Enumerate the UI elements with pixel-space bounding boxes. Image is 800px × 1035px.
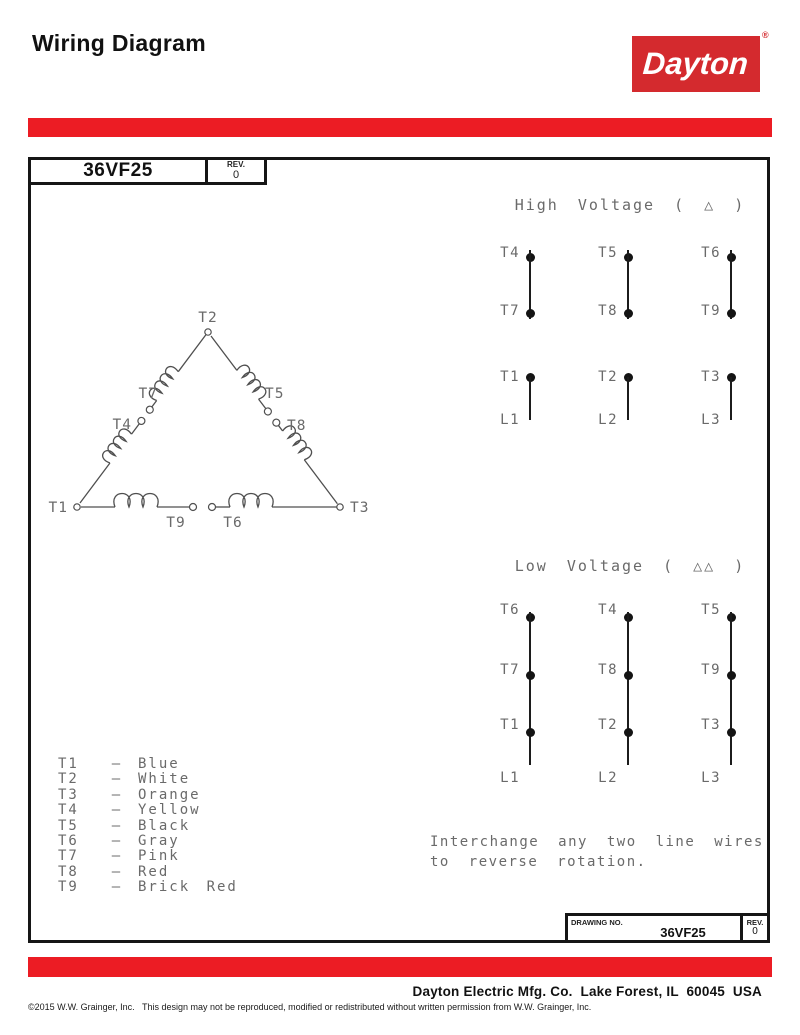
legend-terminal: T6 <box>58 833 79 850</box>
terminal-label: T7 <box>500 303 520 319</box>
terminal-circle-t3 <box>337 504 343 510</box>
winding-coil <box>114 494 158 508</box>
drawing-number: 36VF25 <box>660 925 706 940</box>
legend-terminal: T2 <box>58 771 79 788</box>
terminal-label: T5 <box>598 245 618 261</box>
terminal-label: T2 <box>598 717 618 733</box>
terminal-label: T4 <box>500 245 520 261</box>
line-wire <box>529 612 531 765</box>
dayton-logo-text: Dayton <box>642 46 750 81</box>
winding-left-side <box>71 328 209 505</box>
drawing-no-label: DRAWING NO. <box>571 918 623 927</box>
line-wire <box>529 377 531 420</box>
line-label: L1 <box>500 770 520 786</box>
legend-row <box>58 865 238 880</box>
delta-label-t3: T3 <box>350 500 370 516</box>
line-label: L3 <box>701 412 721 428</box>
rotation-note <box>430 832 764 872</box>
line-wire <box>627 377 629 420</box>
terminal-label: T5 <box>701 602 721 618</box>
legend-color: Yellow <box>138 802 201 819</box>
legend-terminal: T5 <box>58 817 79 834</box>
terminal-label: T7 <box>500 662 520 678</box>
terminal-dot <box>624 309 633 318</box>
legend-dash: — <box>111 863 123 880</box>
delta-label-t7: T7 <box>138 386 158 402</box>
legend-terminal: T3 <box>58 786 79 803</box>
legend-row <box>58 819 238 834</box>
terminal-dot <box>727 671 736 680</box>
legend-dash: — <box>111 786 123 803</box>
footer-company-line: Dayton Electric Mfg. Co. Lake Forest, IL 60045 USA <box>412 984 762 999</box>
legend-color: Orange <box>138 786 201 803</box>
terminal-dot <box>526 728 535 737</box>
terminal-dot <box>526 671 535 680</box>
terminal-circle-t4 <box>136 416 146 426</box>
line-label: L2 <box>598 412 618 428</box>
legend-color: Brick Red <box>138 879 238 896</box>
wire <box>278 425 282 431</box>
legend-dash: — <box>111 802 123 819</box>
low-voltage-heading: Low Voltage ( △△ ) <box>514 557 746 575</box>
wire <box>211 336 237 370</box>
terminal-dot <box>727 728 736 737</box>
delta-label-t4: T4 <box>112 417 132 433</box>
line-wire <box>730 612 732 765</box>
terminal-label: T6 <box>500 602 520 618</box>
legend-dash: — <box>111 756 123 772</box>
legend-dash: — <box>111 817 123 834</box>
line-wire <box>730 377 732 420</box>
lv-column-3 <box>671 602 791 794</box>
drawing-rev-cell <box>740 913 770 943</box>
terminal-dot <box>624 671 633 680</box>
terminal-circle-t9 <box>190 504 197 511</box>
legend-color: White <box>138 771 191 788</box>
footer-copyright-line: ©2015 W.W. Grainger, Inc. This design may not be reproduced, modified or redistributed without written permission from W.W. Grainger, Inc. <box>28 1002 592 1012</box>
legend-row <box>58 757 238 772</box>
terminal-label: T8 <box>598 662 618 678</box>
wire <box>304 460 337 504</box>
winding-coil <box>236 363 268 400</box>
legend-terminal: T8 <box>58 863 79 880</box>
red-divider-top <box>28 118 772 137</box>
hv-column-3 <box>671 242 791 434</box>
legend-row <box>58 803 238 818</box>
legend-dash: — <box>111 833 123 850</box>
red-divider-bottom <box>28 957 772 977</box>
line-label: L3 <box>701 770 721 786</box>
terminal-label: T3 <box>701 369 721 385</box>
terminal-circle-t6 <box>209 504 216 511</box>
wire <box>178 335 206 372</box>
legend-terminal: T7 <box>58 848 79 865</box>
delta-label-t5: T5 <box>265 386 285 402</box>
terminal-label: T1 <box>500 369 520 385</box>
winding-bottom-side <box>81 494 337 511</box>
title-block-rev-cell <box>205 157 267 185</box>
terminal-label: T9 <box>701 662 721 678</box>
hv-column-2 <box>568 242 688 434</box>
legend-row <box>58 880 238 895</box>
terminal-circle-t7 <box>145 405 155 415</box>
legend-dash: — <box>111 848 123 865</box>
delta-label-t6: T6 <box>223 515 243 531</box>
winding-coil <box>229 494 273 508</box>
delta-winding-diagram <box>40 305 385 550</box>
line-wire <box>627 612 629 765</box>
high-voltage-heading: High Voltage ( △ ) <box>514 196 746 214</box>
winding-right-side <box>208 329 346 506</box>
wire <box>80 463 110 503</box>
terminal-circle-t8 <box>271 418 281 428</box>
terminal-circle-t2 <box>205 329 211 335</box>
legend-terminal: T9 <box>58 879 79 896</box>
wire <box>132 424 140 434</box>
legend-row <box>58 788 238 803</box>
rev-value: 0 <box>232 169 240 181</box>
title-block-model-cell <box>28 157 208 185</box>
dayton-logo <box>632 36 760 92</box>
lv-column-2 <box>568 602 688 794</box>
line-label: L1 <box>500 412 520 428</box>
legend-row <box>58 849 238 864</box>
legend-color: Black <box>138 817 191 834</box>
legend-row <box>58 772 238 787</box>
terminal-label: T6 <box>701 245 721 261</box>
line-label: L2 <box>598 770 618 786</box>
terminal-circle-t1 <box>74 504 80 510</box>
terminal-dot <box>727 309 736 318</box>
terminal-label: T4 <box>598 602 618 618</box>
rotation-note-line1: Interchange any two line wires <box>430 834 764 850</box>
legend-dash: — <box>111 879 123 896</box>
legend-color: Blue <box>138 756 180 772</box>
title-block <box>28 157 267 185</box>
delta-label-t9: T9 <box>166 515 186 531</box>
model-number: 36VF25 <box>83 160 153 181</box>
drawing-rev-label: REV. <box>746 917 764 927</box>
terminal-dot <box>526 309 535 318</box>
page-title: Wiring Diagram <box>32 30 206 56</box>
registered-trademark-icon: ® <box>762 30 769 40</box>
terminal-circle-t5 <box>263 407 273 417</box>
delta-label-t2: T2 <box>198 310 218 326</box>
terminal-label: T2 <box>598 369 618 385</box>
drawing-rev-value: 0 <box>752 926 758 938</box>
legend-dash: — <box>111 771 123 788</box>
legend-color: Red <box>138 863 170 880</box>
terminal-label: T1 <box>500 717 520 733</box>
terminal-dot <box>624 728 633 737</box>
terminal-label: T3 <box>701 717 721 733</box>
rotation-note-line2: to reverse rotation. <box>430 854 647 870</box>
drawing-number-block <box>565 913 770 943</box>
rev-label: REV. <box>227 160 245 169</box>
delta-label-t8: T8 <box>287 418 307 434</box>
legend-row <box>58 834 238 849</box>
legend-terminal: T1 <box>58 756 79 772</box>
drawing-number-cell <box>565 913 743 943</box>
terminal-label: T8 <box>598 303 618 319</box>
legend-color: Pink <box>138 848 180 865</box>
legend-terminal: T4 <box>58 802 79 819</box>
legend-color: Gray <box>138 833 180 850</box>
lead-color-legend <box>58 757 238 896</box>
terminal-label: T9 <box>701 303 721 319</box>
delta-label-t1: T1 <box>48 500 68 516</box>
